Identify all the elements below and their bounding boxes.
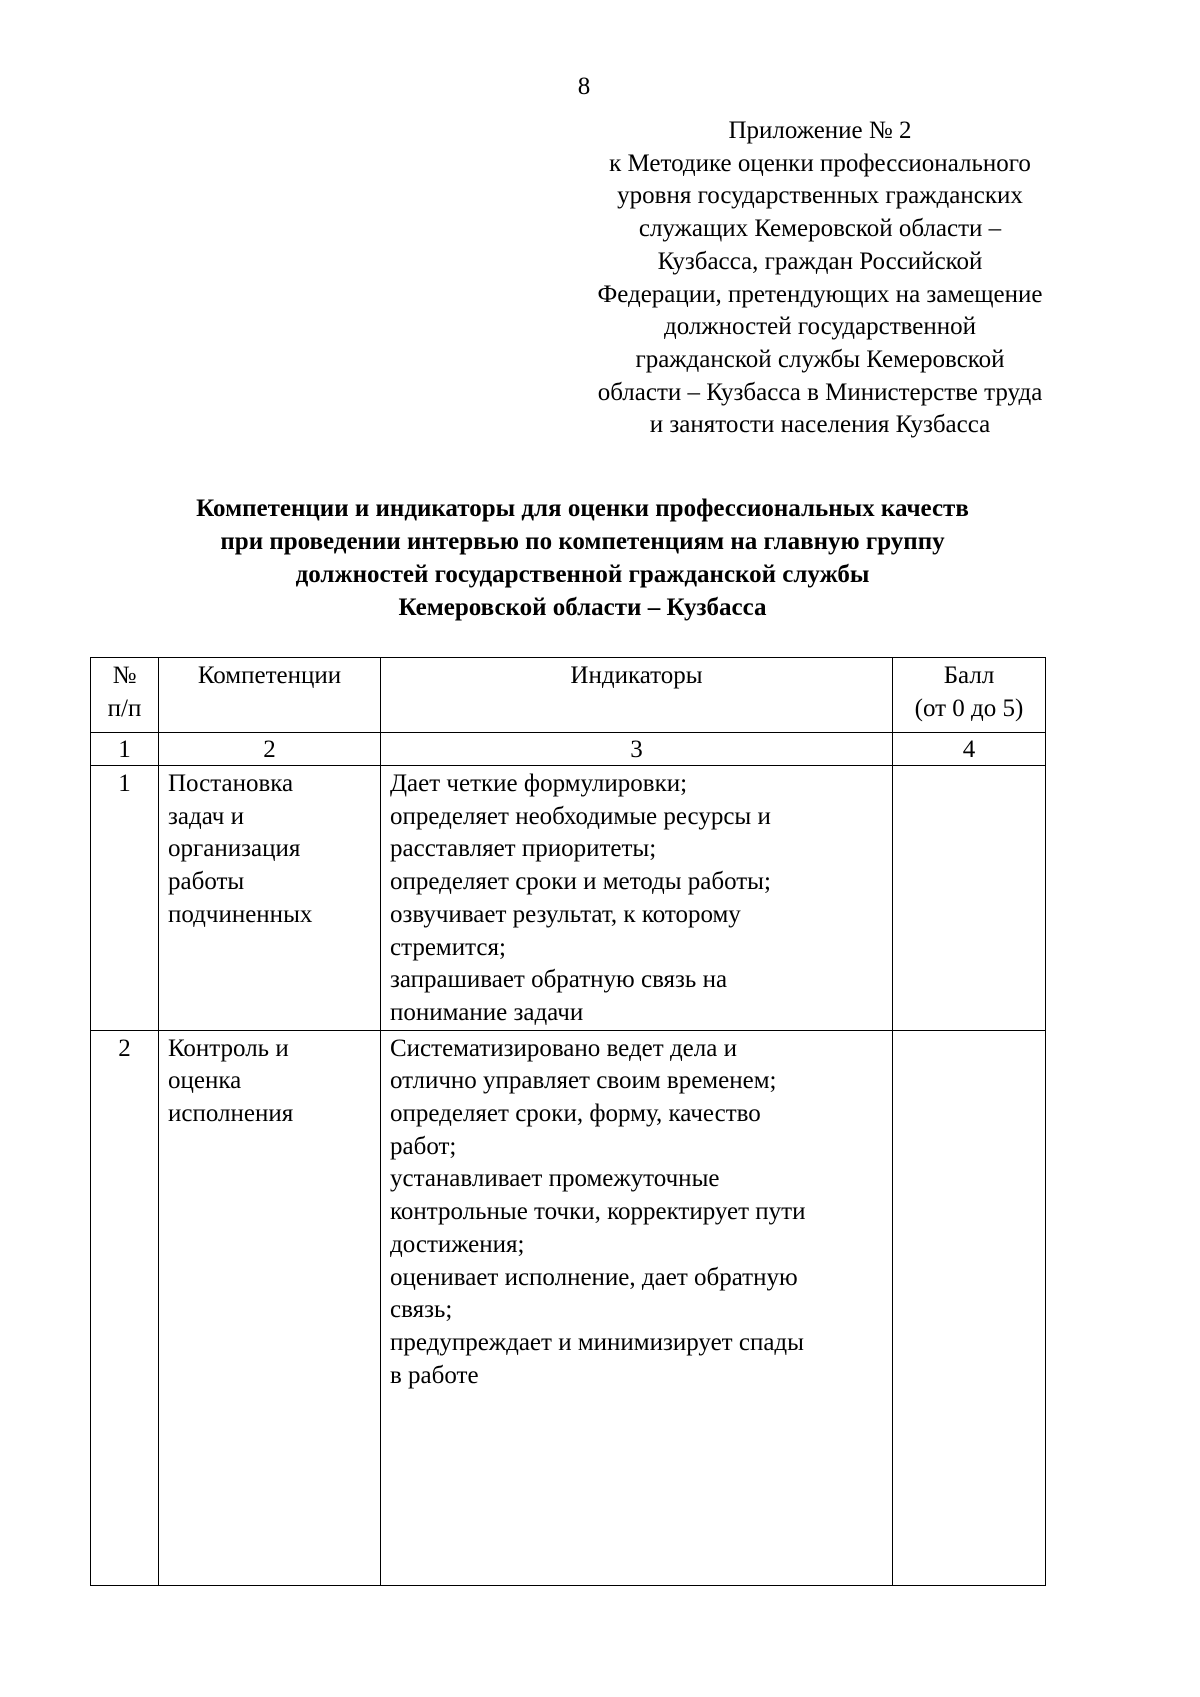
row-num: 2 xyxy=(91,1030,159,1585)
indicator-line: Дает четкие формулировки; xyxy=(390,770,688,797)
table-index-row xyxy=(91,733,1046,766)
header-competence-label: Компетенции xyxy=(197,662,342,689)
row-indicators xyxy=(381,766,893,1031)
indicator-line: озвучивает результат, к которому xyxy=(390,900,741,928)
table-header-row xyxy=(91,658,1046,733)
indicator-line: определяет сроки, форму, качество xyxy=(390,1100,761,1128)
row-score xyxy=(893,1030,1046,1585)
competence-line: подчиненных xyxy=(168,900,313,928)
index-cell: 1 xyxy=(91,733,159,766)
appendix-line: Кузбасса, граждан Российской xyxy=(657,247,983,275)
competence-line: оценка xyxy=(168,1067,242,1095)
indicator-line: понимание задачи xyxy=(390,998,584,1026)
appendix-line: уровня государственных гражданских xyxy=(617,182,1023,210)
header-indicators-label: Индикаторы xyxy=(570,662,703,689)
indicator-line: определяет необходимые ресурсы и xyxy=(390,802,771,830)
header-competence xyxy=(159,658,381,733)
competence-line: Контроль и xyxy=(168,1034,289,1062)
row-indicators xyxy=(381,1030,893,1585)
header-num-line: п/п xyxy=(107,694,142,722)
indicator-line: Систематизировано ведет дела и xyxy=(390,1034,737,1062)
title-line: Кемеровской области – Кузбасса xyxy=(398,594,767,621)
index-cell: 4 xyxy=(893,733,1046,766)
indicator-line: оценивает исполнение, дает обратную xyxy=(390,1263,798,1291)
appendix-line: гражданской службы Кемеровской xyxy=(635,345,1005,373)
appendix-line: служащих Кемеровской области – xyxy=(638,215,1002,243)
indicator-line: расставляет приоритеты; xyxy=(390,835,657,863)
appendix-line: к Методике оценки профессионального xyxy=(609,149,1031,177)
appendix-line: Приложение № 2 xyxy=(728,117,912,144)
indicator-line: предупреждает и минимизирует спады xyxy=(390,1328,804,1356)
row-num: 1 xyxy=(91,766,159,1031)
header-score xyxy=(893,658,1046,733)
indicator-line: стремится; xyxy=(390,933,506,961)
header-indicators xyxy=(381,658,893,733)
index-cell: 2 xyxy=(159,733,381,766)
title-line: при проведении интервью по компетенциям на главную группу xyxy=(220,528,945,555)
row-score xyxy=(893,766,1046,1031)
header-score-line: (от 0 до 5) xyxy=(914,694,1024,722)
indicator-line: отлично управляет своим временем; xyxy=(390,1067,777,1095)
competence-line: работы xyxy=(168,868,245,896)
title-line: Компетенции и индикаторы для оценки профессиональных качеств xyxy=(196,495,969,522)
table-row xyxy=(91,766,1046,1031)
indicator-line: устанавливает промежуточные xyxy=(390,1165,720,1193)
indicator-line: работ; xyxy=(390,1132,457,1160)
competence-line: организация xyxy=(168,835,301,863)
indicator-line: определяет сроки и методы работы; xyxy=(390,868,771,896)
title-line: должностей государственной гражданской службы xyxy=(295,561,870,588)
competence-line: задач и xyxy=(168,802,244,830)
row-competence xyxy=(159,766,381,1031)
document-title xyxy=(90,492,1075,624)
competence-line: исполнения xyxy=(168,1100,294,1128)
indicator-line: в работе xyxy=(390,1361,479,1389)
appendix-line: должностей государственной xyxy=(663,313,977,341)
header-num-line: № xyxy=(112,662,137,689)
competence-line: Постановка xyxy=(168,770,294,797)
indicator-line: связь; xyxy=(390,1296,453,1324)
appendix-header xyxy=(540,115,1100,442)
header-score-line: Балл xyxy=(943,662,995,689)
appendix-line: области – Кузбасса в Министерстве труда xyxy=(597,378,1043,406)
index-cell: 3 xyxy=(381,733,893,766)
competence-table xyxy=(90,657,1046,1586)
indicator-line: достижения; xyxy=(390,1230,525,1258)
header-num xyxy=(91,658,159,733)
table-row xyxy=(91,1030,1046,1585)
page-number: 8 xyxy=(577,73,591,100)
indicator-line: запрашивает обратную связь на xyxy=(390,966,728,994)
row-competence xyxy=(159,1030,381,1585)
appendix-line: и занятости населения Кузбасса xyxy=(649,411,991,439)
appendix-line: Федерации, претендующих на замещение xyxy=(597,280,1043,308)
indicator-line: контрольные точки, корректирует пути xyxy=(390,1198,806,1226)
